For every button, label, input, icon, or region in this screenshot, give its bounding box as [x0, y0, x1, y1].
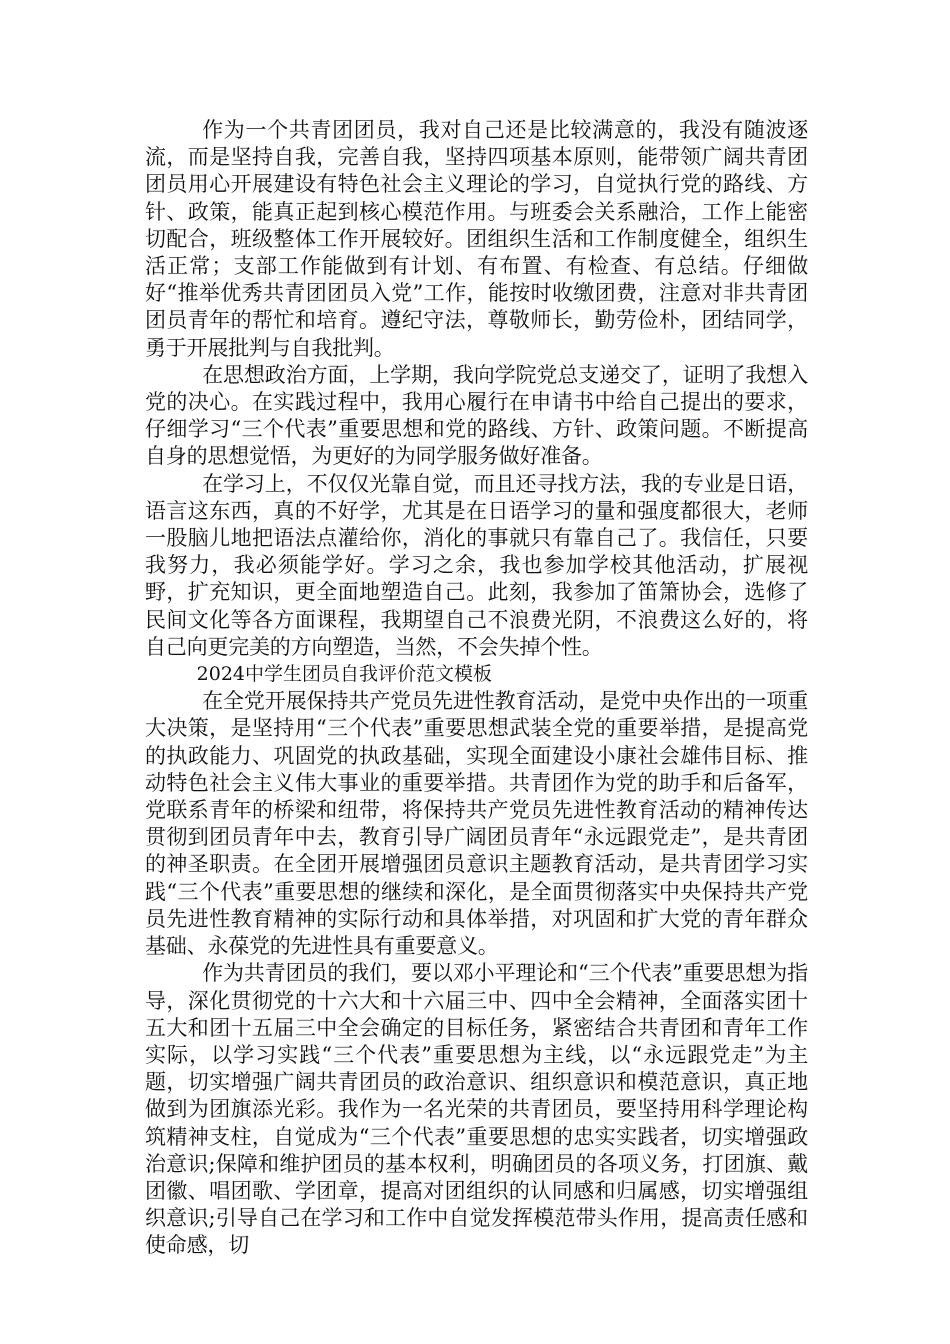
paragraph-political-thought: 在思想政治方面，上学期，我向学院党总支递交了，证明了我想入党的决心。在实践过程中，我用心履行在申请书中给自己提出的要求，仔细学习“三个代表”重要思想和党的路线、方针、政策问题。不断提高自身的思想觉悟，为更好的为同学服务做好准备。 [145, 362, 808, 469]
paragraph-education-campaign: 在全党开展保持共产党员先进性教育活动，是党中央作出的一项重大决策，是坚持用“三个代表”重要思想武装全党的重要举措，是提高党的执政能力、巩固党的执政基础，实现全面建设小康社会雄伟目标、推动特色社会主义伟大事业的重要举措。共青团作为党的助手和后备军，党联系青年的桥梁和纽带，将保持共产党员先进性教育活动的精神传达贯彻到团员青年中去，教育引导广阔团员青年“永远跟党走”，是共青团的神圣职责。在全团开展增强团员意识主题教育活动，是共青团学习实践“三个代表”重要思想的继续和深化，是全面贯彻落实中央保持共产党员先进性教育精神的实际行动和具体举措，对巩固和扩大党的青年群众基础、永葆党的先进性具有重要意义。 [145, 689, 808, 959]
paragraph-league-member-duty: 作为共青团员的我们，要以邓小平理论和“三个代表”重要思想为指导，深化贯彻党的十六大和十六届三中、四中全会精神，全面落实团十五大和团十五届三中全会确定的目标任务，紧密结合共青团和青年工作实际，以学习实践“三个代表”重要思想为主线，以“永远跟党走”为主题，切实增强广阔共青团员的政治意识、组织意识和模范意识，真正地做到为团旗添光彩。我作为一名光荣的共青团员，要坚持用科学理论构筑精神支柱，自觉成为“三个代表”重要思想的忠实实践者，切实增强政治意识;保障和维护团员的基本权利，明确团员的各项义务，打团旗、戴团徽、唱团歌、学团章，提高对团组织的认同感和归属感，切实增强组织意识;引导自己在学习和工作中自觉发挥模范带头作用，提高责任感和使命感，切 [145, 961, 808, 1258]
section-title: 2024中学生团员自我评价范文模板 [196, 663, 493, 686]
paragraph-study: 在学习上，不仅仅光靠自觉，而且还寻找方法，我的专业是日语，语言这东西，真的不好学，尤其是在日语学习的量和强度都很大，老师一股脑儿地把语法点灌给你，消化的事就只有靠自己了。我信任，只要我努力，我必须能学好。学习之余，我也参加学校其他活动，扩展视野，扩充知识，更全面地塑造自己。此刻，我参加了笛箫协会，选修了民间文化等各方面课程，我期望自己不浪费光阴，不浪费这么好的，将自己向更完美的方向塑造，当然，不会失掉个性。 [145, 471, 808, 659]
paragraph-self-assessment: 作为一个共青团团员，我对自己还是比较满意的，我没有随波逐流，而是坚持自我，完善自我，坚持四项基本原则，能带领广阔共青团团员用心开展建设有特色社会主义理论的学习，自觉执行党的路线、方针、政策，能真正起到核心模范作用。与班委会关系融洽，工作上能密切配合，班级整体工作开展较好。团组织生活和工作制度健全，组织生活正常；支部工作能做到有计划、有布置、有检查、有总结。仔细做好“推举优秀共青团团员入党”工作，能按时收缴团费，注意对非共青团团员青年的帮忙和培育。遵纪守法，尊敬师长，勤劳俭朴，团结同学，勇于开展批判与自我批判。 [145, 118, 808, 360]
document-page [145, 117, 808, 1260]
